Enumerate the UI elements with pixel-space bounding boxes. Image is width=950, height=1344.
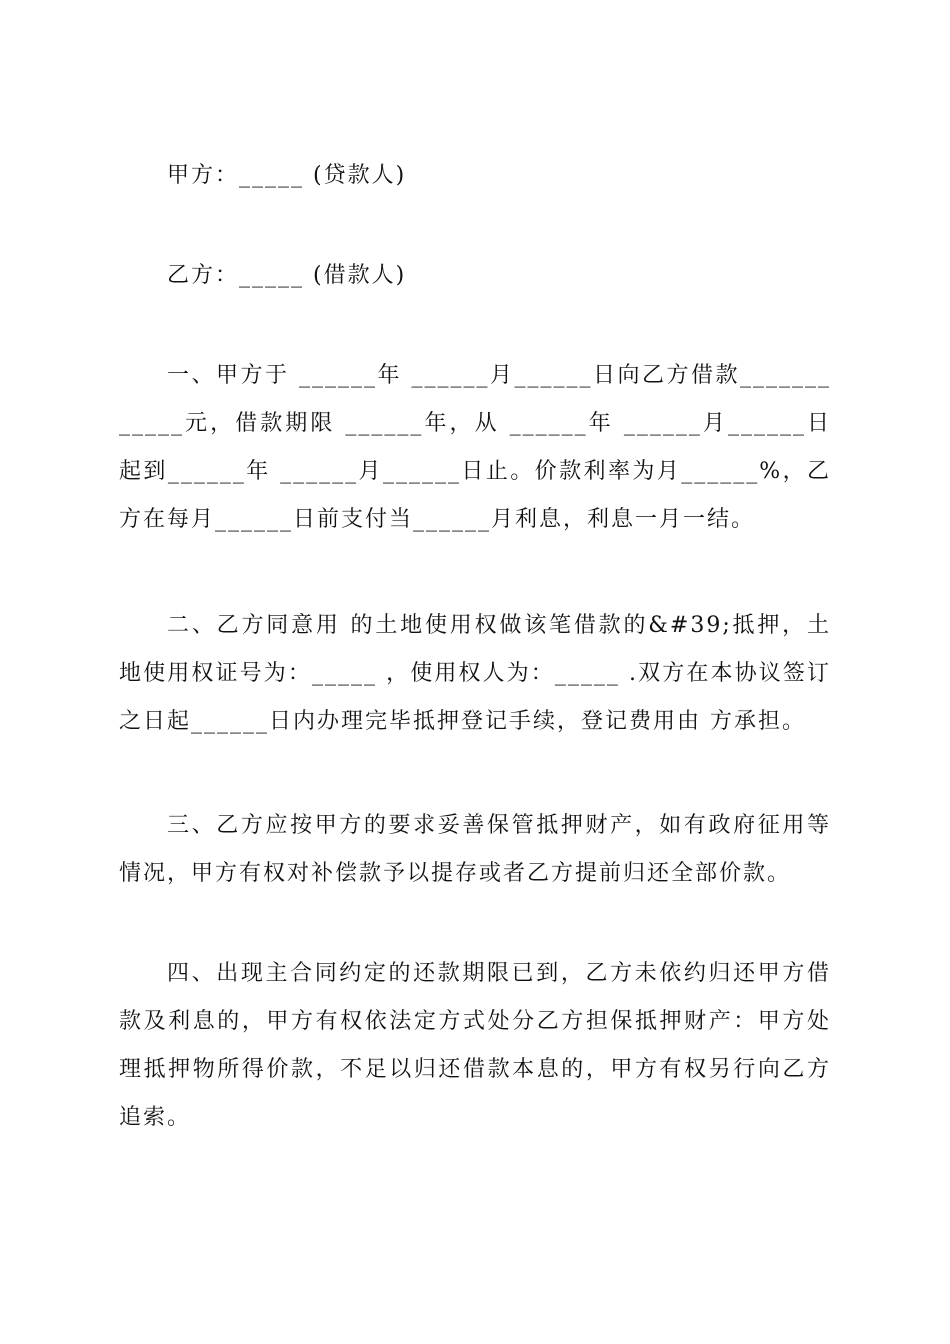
party-b-line: 乙方：_____ (借款人)	[167, 263, 407, 288]
clause-3-paragraph: 三、乙方应按甲方的要求妥善保管抵押财产，如有政府征用等情况，甲方有权对补偿款予以提存或者乙方提前归还全部价款。	[119, 813, 831, 886]
clause-4-paragraph: 四、出现主合同约定的还款期限已到，乙方未依约归还甲方借款及利息的，甲方有权依法定方式处分乙方担保抵押财产：甲方处理抵押物所得价款，不足以归还借款本息的，甲方有权另行向乙方追索。	[119, 961, 831, 1130]
clause-1-paragraph: 一、甲方于 ______年 ______月______日向乙方借款____________元，借款期限 ______年，从 ______年 ______月______日起到______年 ______月______日止。价款利率为月______%，乙方在每月______日前支付当______月利息，利息一月一结。	[119, 363, 831, 532]
party-a-line: 甲方：_____ (贷款人)	[167, 163, 407, 188]
clause-2-paragraph: 二、乙方同意用 的土地使用权做该笔借款的&#39;抵押，土地使用权证号为：_____ ，使用权人为：_____ .双方在本协议签订之日起______日内办理完毕抵押登记手续，登记费用由 方承担。	[119, 613, 831, 734]
